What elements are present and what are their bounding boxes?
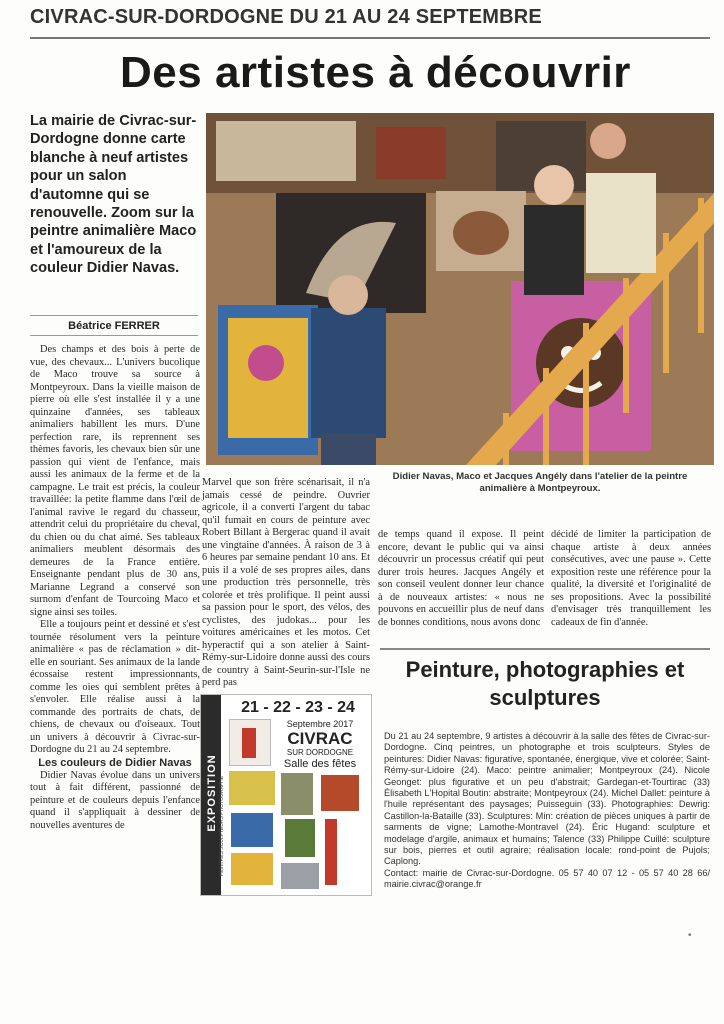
article-column-2: [202, 477, 370, 690]
lede: La mairie de Civrac-sur-Dordogne donne carte blanche à neuf artistes pour un salon d'automne qui se renouvelle. Zoom sur la peintre animalière Maco et l'amoureux de la couleur Didier Navas.: [30, 113, 197, 277]
box-headline: Peinture, photographies et sculptures: [405, 657, 685, 710]
photo-caption: Didier Navas, Maco et Jacques Angély dans l'atelier de la peintre animalière à Montpeyroux.: [392, 471, 688, 494]
poster-artwork-1: [229, 719, 271, 766]
poster-artwork-9: [281, 863, 319, 889]
poster-side-small: PEINTRES SCULPTEURS PHOTOGRAPHE: [219, 775, 225, 877]
paragraph: Des champs et des bois à perte de vue, des chevaux... L'univers bucolique de Maco trouve sa source à Montpeyroux. Dans la vieille maison de pierre où elle s'est installée il y a une quinzaine d'années, ses tableaux animaliers habillent les murs. D'une perfection rare, ils reprennent ses thèmes favoris, les chevaux bien sûr une passion qui vient de l'enfance, mais aussi les animaux de la ferme et de la campagne. Le trait est précis, la couleur travaillée: la petite flamme dans l'œil de l'animal ravive le regard du chasseur, attendrit celui du propriétaire du cheval, du chien ou du chat aimé. Ses tableaux animaliers meublent désormais des demeures de la France entière. Enseignante pendant plus de 30 ans, Marianne Legrand a conservé son surnom d'enfant de Tourcoing Maco et signe ainsi ses toiles.: [30, 344, 200, 618]
poster-venue: Salle des fêtes: [283, 758, 357, 770]
poster-town-sub: SUR DORDOGNE: [286, 748, 354, 757]
poster-artwork-7: [325, 819, 337, 885]
article-column-1: [30, 344, 200, 832]
paragraph: de temps quand il expose. Il peint encore, devant le public qui va ainsi découvrir un processus créatif qui peut durer trois heures. Jacques Angély et son conseil veulent donner leur chance à de nouveaux artistes: « nous ne pouvons en accueillir plus de neuf dans de bonnes conditions, nous avons donc: [378, 529, 544, 628]
article-column-3: [378, 529, 544, 629]
scan-dot: •: [688, 930, 692, 941]
subhead-didier-navas: Les couleurs de Didier Navas: [38, 756, 192, 769]
kicker-rule: [30, 37, 710, 39]
studio-photo: [206, 113, 714, 465]
article-column-4: [551, 529, 711, 629]
box-text: [384, 731, 710, 891]
paragraph: Elle a toujours peint et dessiné et s'est tournée résolument vers la peinture animalière « pas de réclamation » dit-elle en souriant. Ses animaux de la lande écossaise restent impressionnants, comme les oies qui semblent prêtes à s'envoler. Elle réalise aussi à la commande des portraits de chats, de chiens, de chevaux ou d'oiseaux. Tout un univers à découvrir à Civrac-sur-Dordogne du 21 au 24 septembre.: [30, 619, 200, 755]
byline-rule-bottom: [30, 335, 198, 336]
poster-dates: 21 - 22 - 23 - 24: [241, 699, 355, 716]
poster-artwork-2: [229, 771, 275, 805]
exhibition-poster: [200, 694, 372, 896]
byline-rule-top: [30, 315, 198, 316]
byline: Béatrice FERRER: [68, 320, 160, 332]
poster-artwork-4: [321, 775, 359, 811]
paragraph: Marvel que son frère scénarisait, il n'a jamais cessé de peindre. Ouvrier agricole, il a converti l'argent du tabac qu'il fumait en cours de peinture avec Robert Billant à Bergerac quand il avait une vingtaine d'années. À raison de 3 à 6 heures par semaine pendant 10 ans. Et puis il a volé de ses propres ailes, dans une production très personnelle, très colorée et très prolifique. Il peint aussi sa passion pour le sport, des vélos, des cyclistes, des judokas... pour les voitures américaines et les motos. Cet hyperactif qui a son atelier à Saint-Rémy-sur-Lidoire donne aussi des cours de country à Saint-Seurin-sur-l'Isle ne perd pas: [202, 477, 370, 688]
box-rule: [380, 648, 710, 650]
box-contact: Contact: mairie de Civrac-sur-Dordogne. 05 57 40 07 12 - 05 57 40 28 66/ mairie.civrac@orange.fr: [384, 867, 710, 890]
poster-artwork-5: [231, 813, 273, 847]
poster-town: CIVRAC: [287, 729, 353, 748]
poster-artwork-8: [231, 853, 273, 885]
paragraph: décidé de limiter la participation de chaque artiste à deux années consécutives, avec une pause ». Cette exposition reste une référence pour la qualité, la diversité et l'originalité de ses propositions. Avec la possibilité d'envisager très tranquillement les cadeaux de fin d'année.: [551, 529, 711, 628]
paragraph: Didier Navas évolue dans un univers tout à fait différent, passionné de peinture et de couleurs depuis l'enfance quand il s'appliquait à dessiner de nouvelles aventures de: [30, 769, 200, 831]
poster-month: Septembre 2017: [286, 719, 354, 729]
poster-side-text: EXPOSITION: [206, 754, 218, 832]
poster-artwork-3: [281, 773, 313, 815]
kicker: CIVRAC-SUR-DORDOGNE DU 21 AU 24 SEPTEMBRE: [30, 6, 542, 28]
headline: Des artistes à découvrir: [120, 48, 631, 97]
poster-artwork-6: [285, 819, 315, 857]
box-body: Du 21 au 24 septembre, 9 artistes à découvrir à la salle des fêtes de Civrac-sur-Dordogne. Cinq peintres, un photographe et trois sculpteurs. Styles de peintures: Didier Navas: figurative, spontanée, énergique, vive et colorée; Saint-Rémy-sur-Lidoire (24). Maco: peintre animalier; Montpeyroux (24). Nicole Geonget: plus figurative et un peu d'abstrait; Gardegan-et-Tourtirac (33) Élisabeth L'Hopital Boutin: abstraite; Montpeyroux (24). Michel Dallet: peinture à l'huile représentant des paysages; Puisseguin (33). Photographies: Dewrig: Castillon-la-Bataille (33). Sculptures: Min: création de pièces uniques à partir de sarments de vigne; Lamothe-Montravel (24). Éric Hugand: sculpture et modelage d'argile, animaux et humains; Talence (33) Philippe Cuillé: sculpture sur bois, pierres et outil agraire; réalisation locale: rond-point de Pujols; Caplong.: [384, 731, 710, 867]
